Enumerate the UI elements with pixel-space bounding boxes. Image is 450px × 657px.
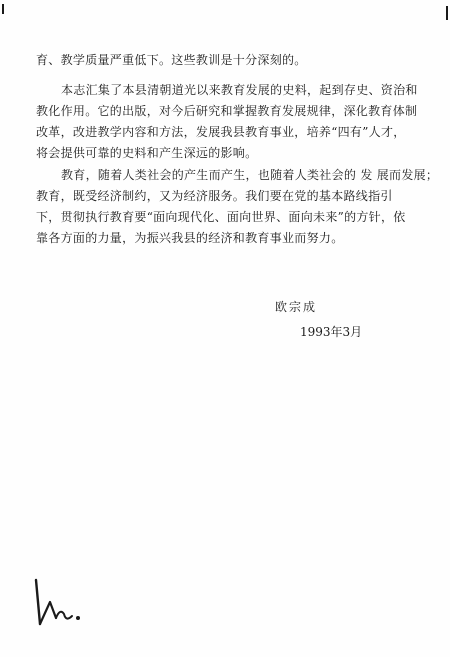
text-line: 将会提供可靠的史料和产生深远的影响。 [36, 146, 258, 160]
scan-mark-top [2, 4, 4, 14]
author-signature: 欧宗成 [275, 300, 318, 314]
text-line: 教化作用。它的出版，对今后研究和掌握教育发展规律，深化教育体制 [36, 104, 418, 118]
text-line: 教育，既受经济制约，又为经济服务。我们要在党的基本路线指引 [36, 189, 393, 203]
text-line: 改革，改进教学内容和方法，发展我县教育事业，培养“四有”人才， [36, 125, 406, 139]
signature-date: 1993年3月 [300, 325, 363, 339]
text-line: 教育，随着人类社会的产生而产生，也随着人类社会的 发 展而发展； [61, 168, 439, 182]
text-line: 本志汇集了本县清朝道光以来教育发展的史料，起到存史、资治和 [61, 83, 418, 97]
paragraph-3 [36, 165, 439, 249]
paragraph-1 [36, 50, 416, 71]
handwritten-page-mark [30, 572, 100, 632]
paragraph-2 [36, 80, 416, 164]
text-line: 育、教学质量严重低下。这些教训是十分深刻的。 [36, 53, 307, 67]
scan-mark-right [446, 6, 448, 20]
text-line: 下，贯彻执行教育要“面向现代化、面向世界、面向未来”的方针，依 [36, 210, 406, 224]
text-line: 靠各方面的力量，为振兴我县的经济和教育事业而努力。 [36, 231, 344, 245]
